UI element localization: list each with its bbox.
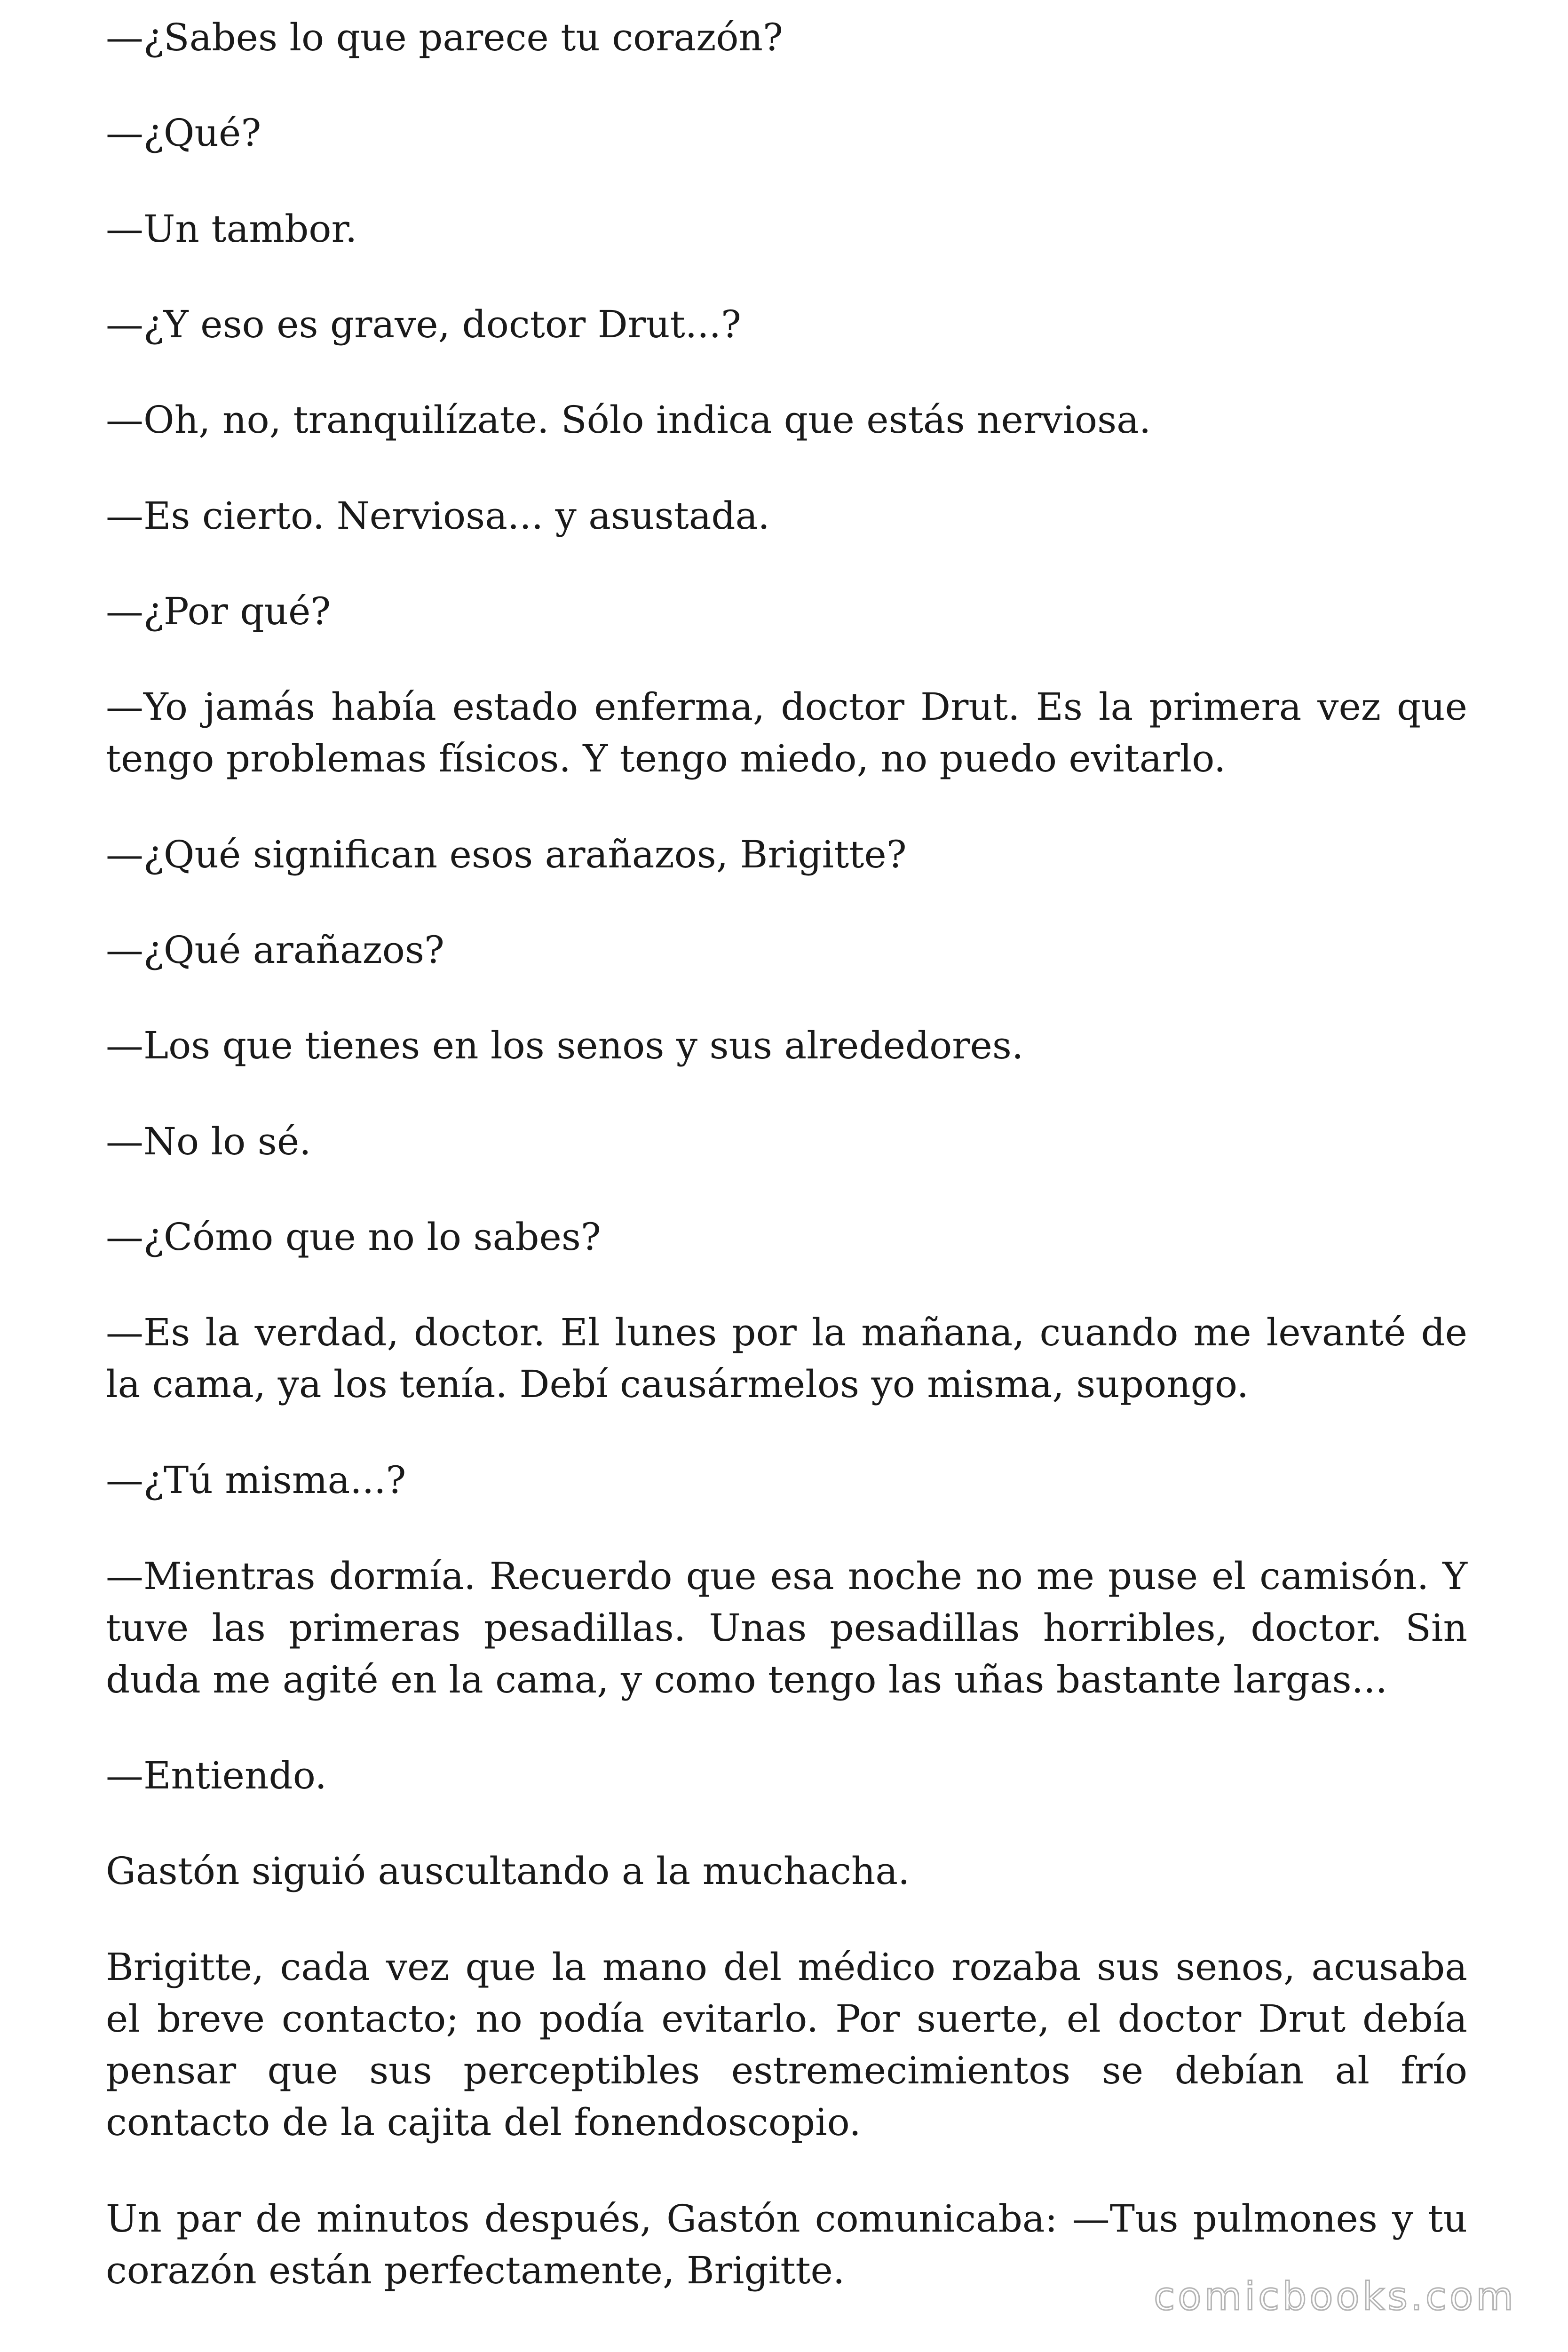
paragraph-6: —Es cierto. Nerviosa... y asustada. bbox=[106, 494, 770, 538]
paragraph-4: —¿Y eso es grave, doctor Drut...? bbox=[106, 302, 741, 346]
paragraph-13: —¿Cómo que no lo sabes? bbox=[106, 1215, 601, 1259]
paragraph-5: —Oh, no, tranquilízate. Sólo indica que estás nerviosa. bbox=[106, 398, 1151, 442]
paragraph-17: —Entiendo. bbox=[106, 1754, 327, 1797]
watermark: comicbooks.com bbox=[1154, 2274, 1516, 2319]
paragraph-7: —¿Por qué? bbox=[106, 589, 331, 633]
paragraph-3: —Un tambor. bbox=[106, 207, 357, 251]
paragraph-1: —¿Sabes lo que parece tu corazón? bbox=[106, 16, 783, 59]
paragraph-16: —Mientras dormía. Recuerdo que esa noche no me puse el camisón. Y tuve las primeras pesadillas. Unas pesadillas horribles, doctor. Sin duda me agité en la cama, y como tengo las uñas bastante largas... bbox=[106, 1554, 1467, 1701]
paragraph-18: Gastón siguió auscultando a la muchacha. bbox=[106, 1849, 910, 1893]
paragraph-20: Un par de minutos después, Gastón comunicaba: —Tus pulmones y tu corazón están perfectamente, Brigitte. bbox=[106, 2197, 1467, 2292]
paragraph-12: —No lo sé. bbox=[106, 1120, 311, 1163]
paragraph-9: —¿Qué significan esos arañazos, Brigitte? bbox=[106, 833, 907, 876]
book-page bbox=[106, 0, 1467, 2352]
paragraph-2: —¿Qué? bbox=[106, 111, 261, 155]
paragraph-11: —Los que tienes en los senos y sus alrededores. bbox=[106, 1024, 1024, 1067]
paragraph-8: —Yo jamás había estado enferma, doctor Drut. Es la primera vez que tengo problemas físicos. Y tengo miedo, no puedo evitarlo. bbox=[106, 685, 1467, 780]
paragraph-14: —Es la verdad, doctor. El lunes por la mañana, cuando me levanté de la cama, ya los tenía. Debí causármelos yo misma, supongo. bbox=[106, 1311, 1467, 1406]
paragraph-15: —¿Tú misma...? bbox=[106, 1458, 406, 1502]
paragraph-19: Brigitte, cada vez que la mano del médico rozaba sus senos, acusaba el breve contacto; no podía evitarlo. Por suerte, el doctor Drut debía pensar que sus perceptibles estremecimientos se debían al frío contacto de la cajita del fonendoscopio. bbox=[106, 1945, 1467, 2144]
paragraph-10: —¿Qué arañazos? bbox=[106, 928, 444, 972]
